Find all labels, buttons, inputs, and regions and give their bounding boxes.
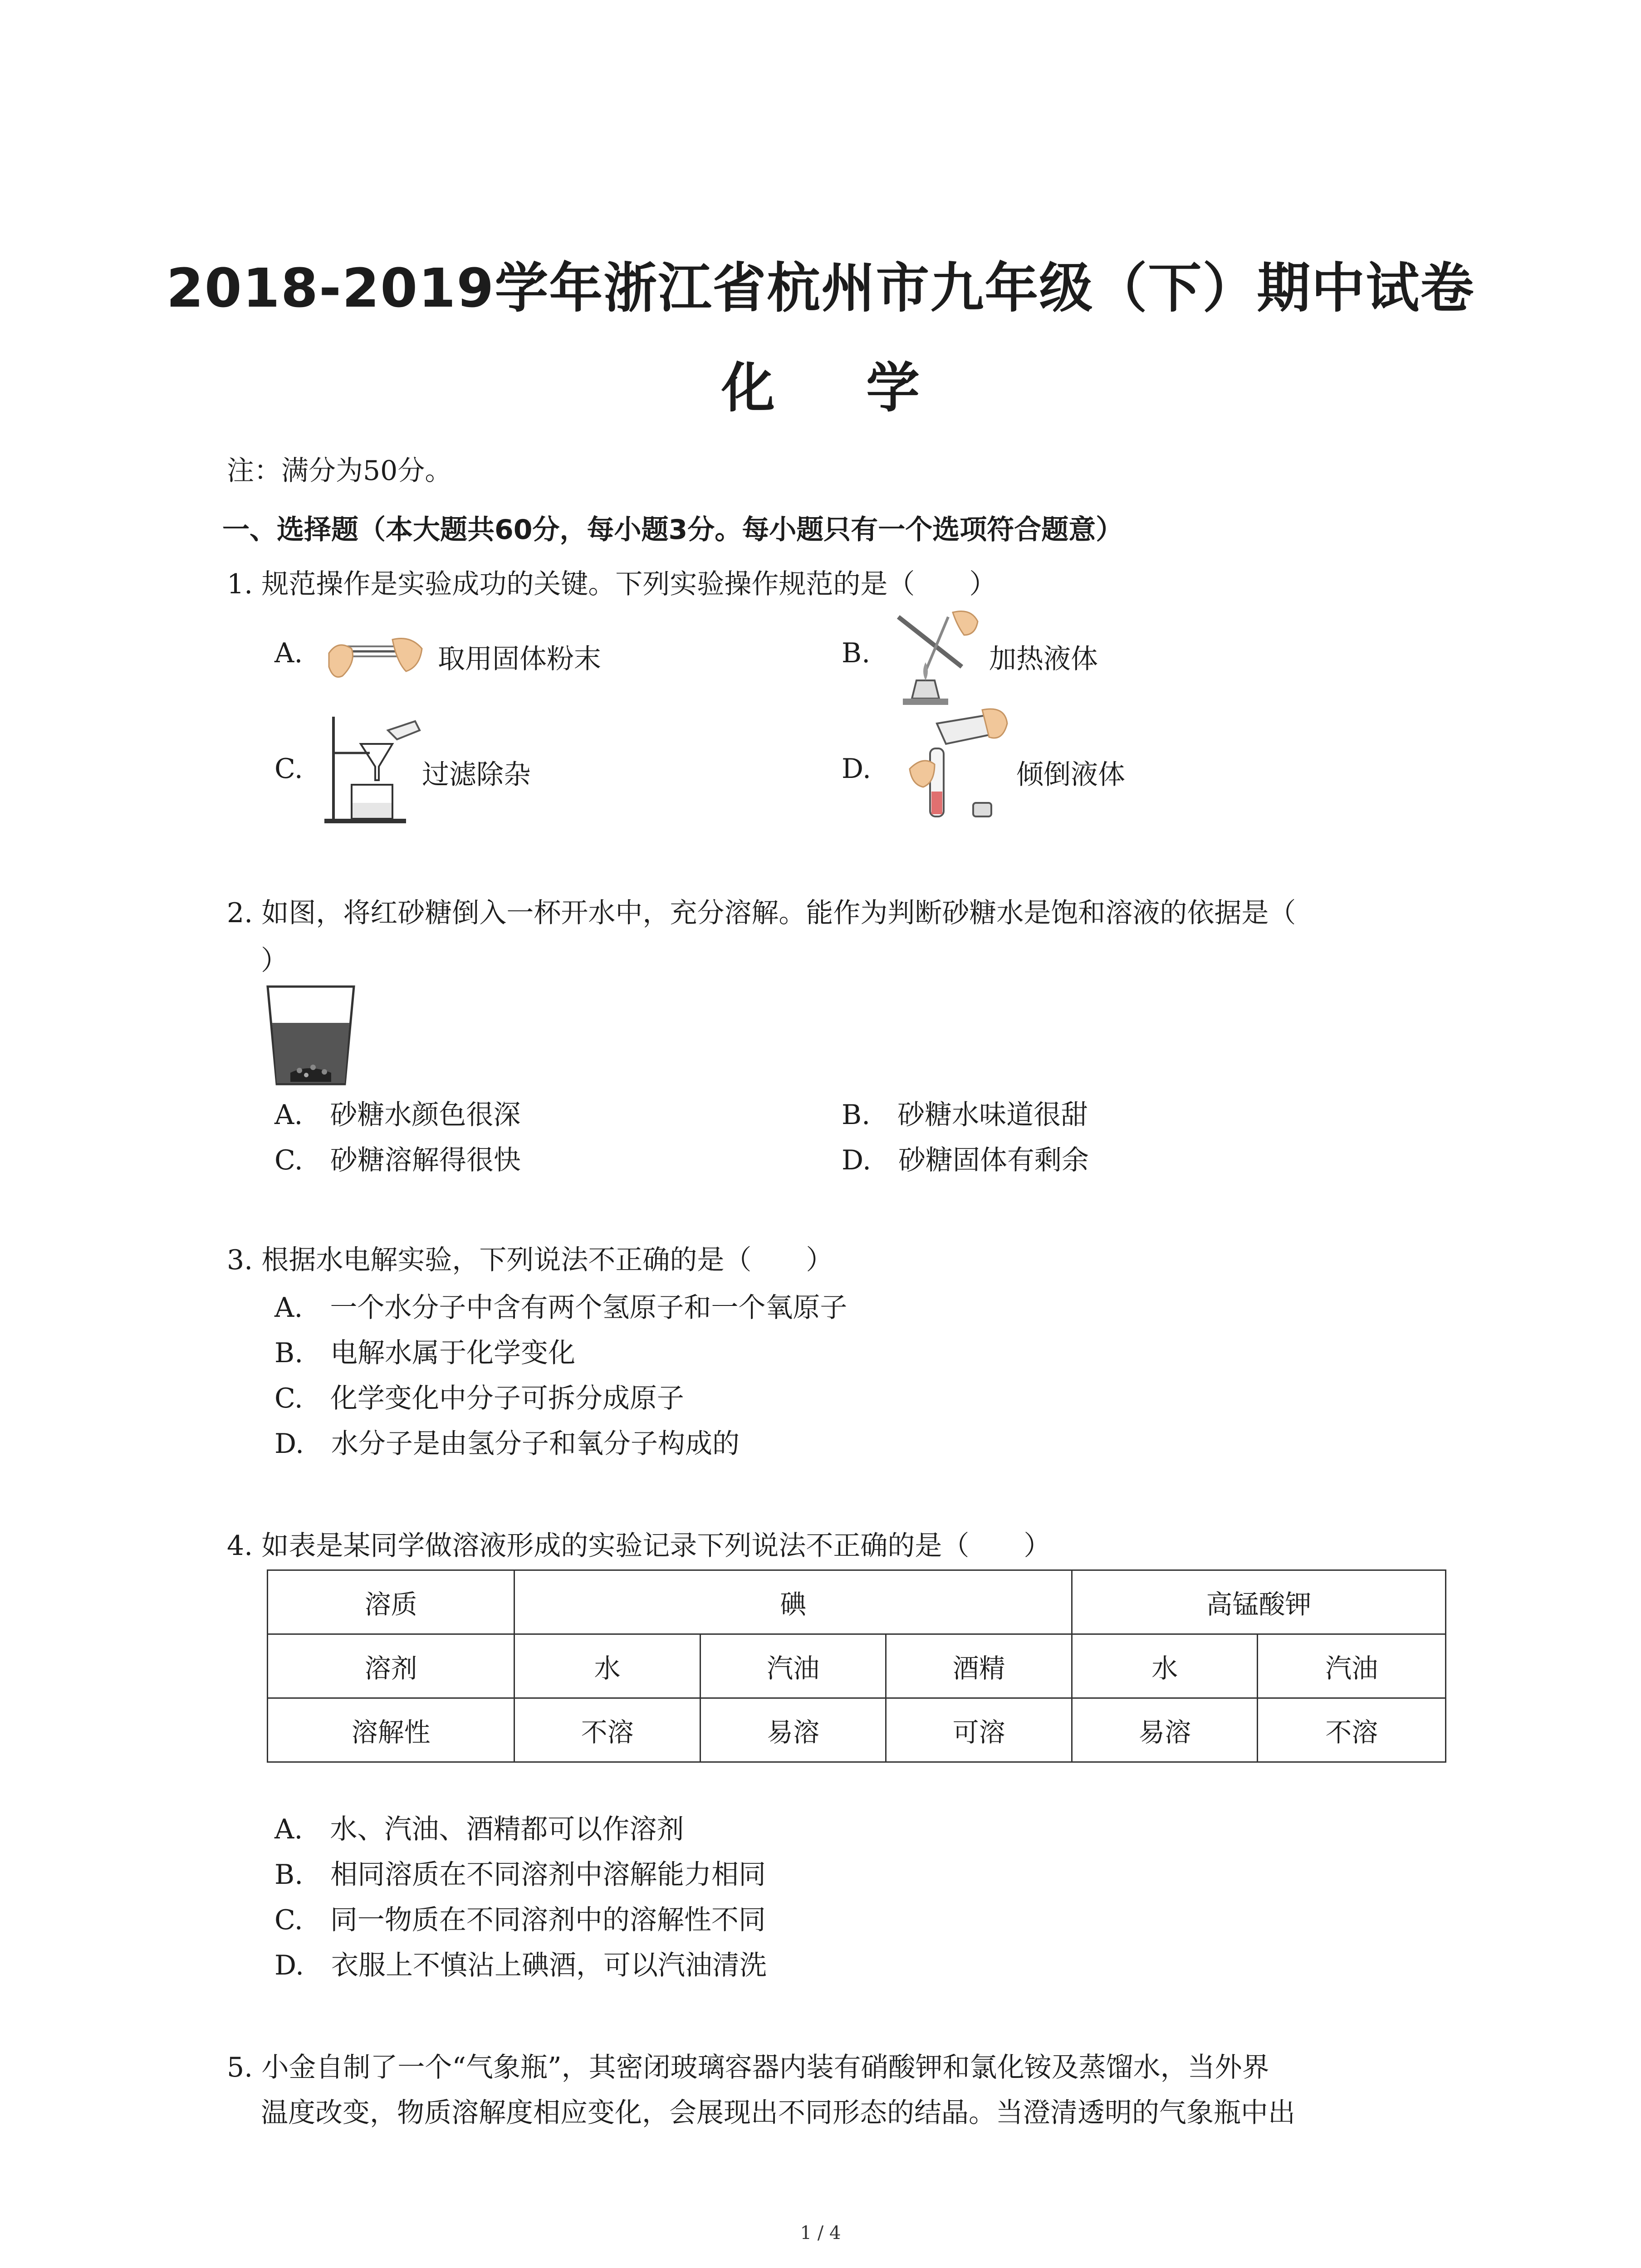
- q3-option-b: B. 电解水属于化学变化: [274, 1337, 576, 1369]
- question-4-stem: 4. 如表是某同学做溶液形成的实验记录下列说法不正确的是（ ）: [227, 1530, 1051, 1562]
- q4-option-d: D. 衣服上不慎沾上碘酒，可以汽油清洗: [274, 1950, 767, 1981]
- question-1-stem: 1. 规范操作是实验成功的关键。下列实验操作规范的是（ ）: [227, 568, 997, 600]
- q1-option-a-text: 取用固体粉末: [438, 643, 601, 675]
- table-cell: 溶质: [268, 1570, 514, 1634]
- table-row: [268, 1698, 1446, 1762]
- table-cell: 水: [1072, 1634, 1258, 1698]
- q2-option-c: C. 砂糖溶解得很快: [274, 1144, 521, 1176]
- section-heading: 一、选择题（本大题共60分，每小题3分。每小题只有一个选项符合题意）: [222, 514, 1123, 546]
- q2-option-b: B. 砂糖水味道很甜: [842, 1099, 1088, 1131]
- filtration-funnel-icon: [320, 712, 424, 826]
- table-cell: 不溶: [1258, 1698, 1446, 1762]
- q1-option-b-letter: B.: [842, 637, 871, 669]
- table-cell: 溶解性: [268, 1698, 514, 1762]
- exam-title: 2018-2019学年浙江省杭州市九年级（下）期中试卷: [166, 257, 1475, 319]
- table-cell: 高锰酸钾: [1072, 1570, 1445, 1634]
- table-cell: 酒精: [886, 1634, 1072, 1698]
- q3-option-a: A. 一个水分子中含有两个氢原子和一个氧原子: [274, 1292, 847, 1324]
- table-cell: 碘: [514, 1570, 1072, 1634]
- score-note: 注：满分为50分。: [227, 455, 452, 487]
- question-2-stem-close: ）: [261, 945, 288, 977]
- q2-option-a: A. 砂糖水颜色很深: [274, 1099, 521, 1131]
- subject-title: 化 学: [721, 357, 956, 419]
- q1-option-c-text: 过滤除杂: [422, 759, 531, 791]
- q1-option-b-text: 加热液体: [989, 643, 1098, 675]
- table-cell: 易溶: [700, 1698, 886, 1762]
- q4-option-c: C. 同一物质在不同溶剂中的溶解性不同: [274, 1904, 766, 1936]
- q1-option-a-letter: A.: [274, 637, 303, 669]
- question-2-stem: 2. 如图，将红砂糖倒入一杯开水中，充分溶解。能作为判断砂糖水是饱和溶液的依据是（: [227, 897, 1296, 929]
- spatula-powder-icon: [324, 621, 429, 689]
- q4-option-b: B. 相同溶质在不同溶剂中溶解能力相同: [274, 1859, 766, 1891]
- q3-option-d: D. 水分子是由氢分子和氧分子构成的: [274, 1428, 740, 1460]
- test-tube-heating-icon: [885, 603, 985, 708]
- q2-option-d: D. 砂糖固体有剩余: [842, 1144, 1089, 1176]
- question-3-stem: 3. 根据水电解实验，下列说法不正确的是（ ）: [227, 1244, 833, 1276]
- table-row: [268, 1634, 1446, 1698]
- question-5-line-1: 5. 小金自制了一个“气象瓶”，其密闭玻璃容器内装有硝酸钾和氯化铵及蒸馏水，当外界: [227, 2052, 1269, 2083]
- table-row: [268, 1570, 1446, 1634]
- q3-option-c: C. 化学变化中分子可拆分成原子: [274, 1383, 684, 1414]
- beaker-sugar-water-icon: [263, 982, 358, 1086]
- pouring-liquid-icon: [892, 705, 1009, 828]
- page-number: 1 / 4: [800, 2223, 841, 2244]
- table-cell: 溶剂: [268, 1634, 514, 1698]
- table-cell: 不溶: [514, 1698, 700, 1762]
- table-cell: 可溶: [886, 1698, 1072, 1762]
- q1-option-c-letter: C.: [274, 753, 303, 785]
- q1-option-d-text: 倾倒液体: [1016, 759, 1125, 791]
- question-5-line-2: 温度改变，物质溶解度相应变化，会展现出不同形态的结晶。当澄清透明的气象瓶中出: [261, 2097, 1295, 2129]
- table-cell: 易溶: [1072, 1698, 1258, 1762]
- solubility-table: [267, 1569, 1446, 1763]
- q4-option-a: A. 水、汽油、酒精都可以作溶剂: [274, 1813, 684, 1845]
- table-cell: 汽油: [700, 1634, 886, 1698]
- table-cell: 汽油: [1258, 1634, 1446, 1698]
- table-cell: 水: [514, 1634, 700, 1698]
- q1-option-d-letter: D.: [842, 753, 872, 785]
